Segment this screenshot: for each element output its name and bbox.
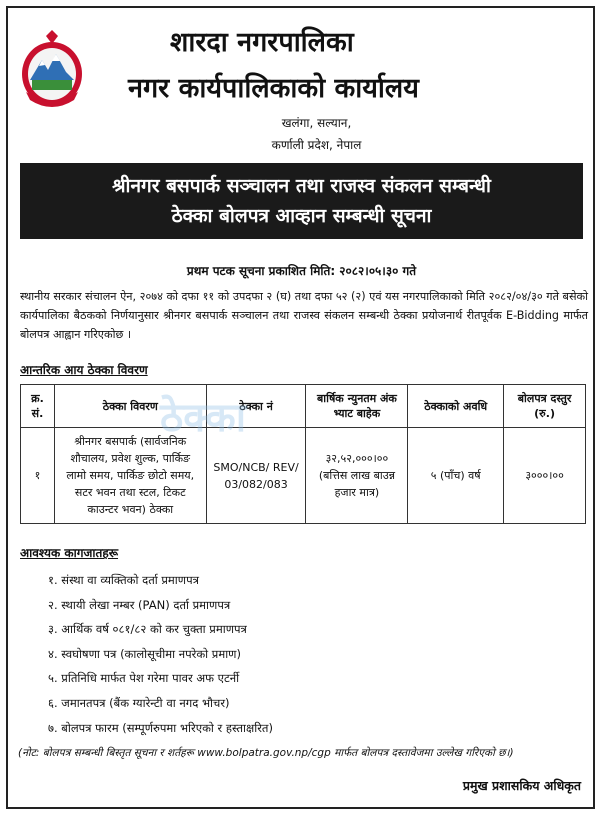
list-item: १. संस्था वा व्यक्तिको दर्ता प्रमाणपत्र bbox=[48, 573, 199, 587]
col-header-sn: क्र. सं. bbox=[21, 385, 55, 428]
government-emblem-icon bbox=[16, 30, 88, 110]
footnote: (नोट: बोलपत्र सम्बन्धी बिस्तृत सूचना र शर्तहरू www.bolpatra.gov.np/cgp मार्फत बोलपत्र दस्तावेजमा उल्लेख गरिएको छ।) bbox=[18, 747, 514, 759]
table-header-row bbox=[21, 385, 586, 428]
documents-list bbox=[48, 568, 273, 740]
table-row bbox=[21, 428, 586, 524]
address-line-1: खलंगा, सल्यान, bbox=[281, 116, 352, 130]
col-header-duration: ठेक्काको अवधि bbox=[408, 385, 504, 428]
cell-fee: ३०००।०० bbox=[504, 428, 586, 524]
signature-title: प्रमुख प्रशासकिय अधिकृत bbox=[462, 778, 581, 793]
list-item: २. स्थायी लेखा नम्बर (PAN) दर्ता प्रमाणपत्र bbox=[48, 597, 231, 612]
col-header-fee: बोलपत्र दस्तुर (रु.) bbox=[504, 385, 586, 428]
address-line-2: कर्णाली प्रदेश, नेपाल bbox=[271, 138, 362, 152]
notice-title-line-2: ठेक्का बोलपत्र आव्हान सम्बन्धी सूचना bbox=[171, 205, 432, 227]
col-header-contract-no: ठेक्का नं bbox=[206, 385, 306, 428]
notice-title-line-1: श्रीनगर बसपार्क सञ्चालन तथा राजस्व संकलन सम्बन्धी bbox=[112, 175, 491, 197]
amount-figure: ३२,५२,०००।०० bbox=[325, 452, 389, 465]
cell-duration: ५ (पाँच) वर्ष bbox=[408, 428, 504, 524]
notice-title-banner bbox=[20, 163, 583, 239]
list-item: ७. बोलपत्र फारम (सम्पूर्णरुपमा भरिएको र हस्ताक्षरित) bbox=[48, 720, 273, 735]
publish-date: प्रथम पटक सूचना प्रकाशित मिति: २०८२।०५।३० गते bbox=[186, 264, 417, 278]
list-item: ४. स्वघोषणा पत्र (कालोसूचीमा नपरेको प्रमाण) bbox=[48, 646, 241, 661]
cell-description: श्रीनगर बसपार्क (सार्वजनिक शौचालय, प्रवेश शुल्क, पार्किङ लामो समय, पार्किङ छोटो समय, सटर भवन तथा स्टल, टिकट काउन्टर भवन) ठेक्का bbox=[54, 428, 206, 524]
col-header-amount: बार्षिक न्युनतम अंक भ्याट बाहेक bbox=[306, 385, 408, 428]
intro-paragraph: स्थानीय सरकार संचालन ऐन, २०७४ को दफा ११ को उपदफा २ (घ) तथा दफा ५२ (२) एवं यस नगरपालिकाको मिति २०८२/०४/३० गते बसेको कार्यपालिका बैठकको निर्णयानुसार श्रीनगर बसपार्क सञ्चालन तथा राजस्व संकलन सम्बन्धी ठेक्का प्रयोजनार्थ रीतपूर्वक E-Bidding मार्फत बोलपत्र आह्वान गरिएकोछ । bbox=[20, 290, 588, 341]
contract-section-heading: आन्तरिक आय ठेक्का विवरण bbox=[20, 363, 148, 377]
office-name: नगर कार्यपालिकाको कार्यालय bbox=[128, 73, 419, 104]
list-item: ६. जमानतपत्र (बैंक ग्यारेन्टी वा नगद भौचर) bbox=[48, 695, 230, 710]
municipality-name: शारदा नगरपालिका bbox=[170, 27, 354, 58]
list-item: ३. आर्थिक वर्ष ०८१/८२ को कर चुक्ता प्रमाणपत्र bbox=[48, 622, 247, 637]
col-header-description: ठेक्का विवरण bbox=[54, 385, 206, 428]
cell-sn: १ bbox=[21, 428, 55, 524]
contract-table bbox=[20, 384, 586, 524]
list-item: ५. प्रतिनिधि मार्फत पेश गरेमा पावर अफ एटर्नी bbox=[48, 671, 240, 686]
documents-section-heading: आवश्यक कागजातहरू bbox=[20, 546, 119, 560]
watermark-text: ठेक्का bbox=[160, 395, 247, 441]
amount-in-words: (बत्तिस लाख बाउन्न हजार मात्र) bbox=[318, 469, 395, 499]
cell-contract-no: SMO/NCB/ REV/ 03/082/083 bbox=[206, 428, 306, 524]
cell-amount bbox=[306, 428, 408, 524]
